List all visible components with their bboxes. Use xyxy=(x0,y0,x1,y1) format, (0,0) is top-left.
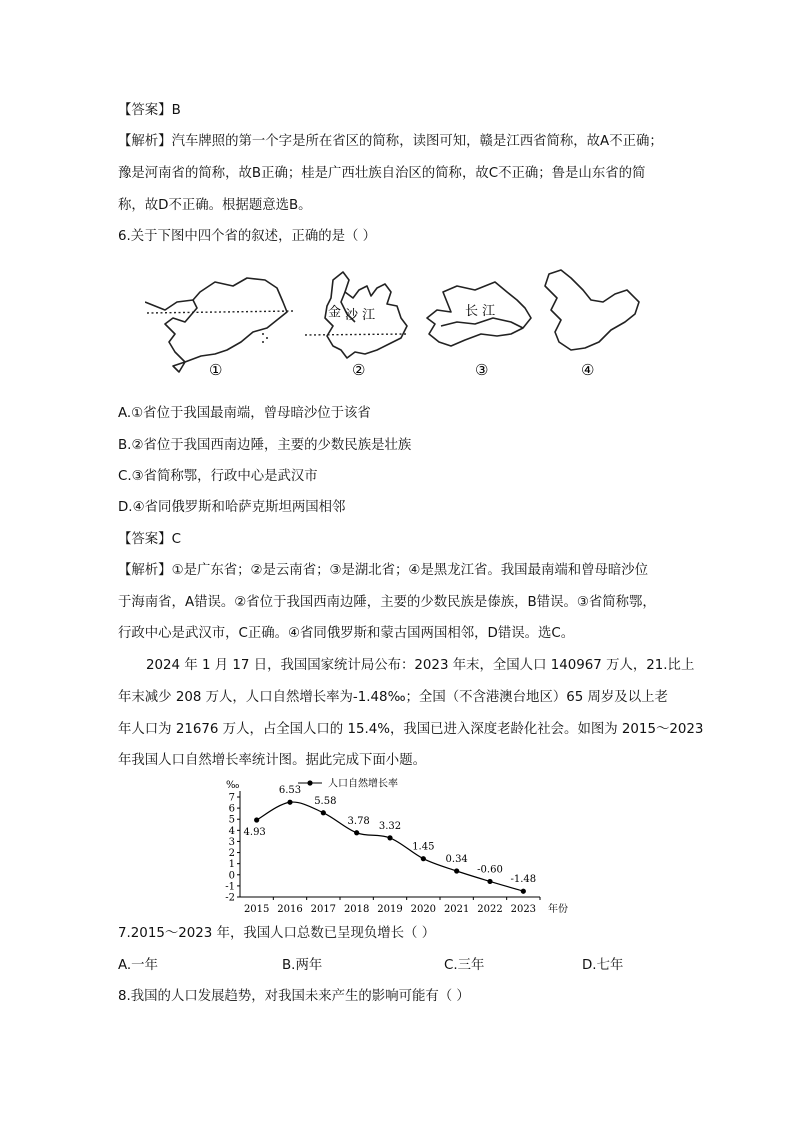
province-maps-figure xyxy=(145,262,645,387)
passage-line-3: 年人口为 21676 万人，占全国人口的 15.4%，我国已进入深度老龄化社会。如图为 2015～2023 xyxy=(118,722,704,737)
passage-line-4: 年我国人口自然增长率统计图。据此完成下面小题。 xyxy=(118,753,426,768)
q6-option-b: B.②省位于我国西南边陲，主要的少数民族是壮族 xyxy=(118,438,412,453)
y-tick-label: 6 xyxy=(228,803,235,815)
x-tick-label: 2021 xyxy=(443,904,470,915)
q6-analysis-line-3: 行政中心是武汉市，C正确。④省同俄罗斯和蒙古国两国相邻，D错误。选C。 xyxy=(118,626,575,641)
map-3-changjiang-label: 长 江 xyxy=(465,304,496,319)
map-2-tropic-line xyxy=(305,334,407,335)
y-axis-unit-label: ‰ xyxy=(226,780,240,791)
q7-option-a: A.一年 xyxy=(118,958,158,973)
series-line xyxy=(257,802,524,891)
y-tick-label: 4 xyxy=(228,825,235,837)
x-tick-label: 2019 xyxy=(377,904,403,915)
passage-line-2: 年末减少 208 万人，人口自然增长率为-1.48‰；全国（不含港澳台地区）65 周岁及以上老 xyxy=(118,690,668,705)
data-point xyxy=(354,830,359,835)
map-1-guangdong-shape xyxy=(145,278,287,372)
analysis-text: ①是广东省；②是云南省；③是湖北省；④是黑龙江省。我国最南端和曾母暗沙位 xyxy=(171,563,649,578)
population-growth-chart xyxy=(218,775,578,915)
map-2-jin-label: 金 xyxy=(328,305,342,320)
y-tick-label: 7 xyxy=(228,792,235,804)
map-1-islands xyxy=(262,333,268,343)
data-point xyxy=(254,817,259,822)
x-axis-label: 年份 xyxy=(548,904,568,915)
data-label: -1.48 xyxy=(510,874,537,886)
map-4-heilongjiang-shape xyxy=(545,270,639,350)
analysis-tag: 【解析】 xyxy=(118,134,172,149)
q6-option-c: C.③省简称鄂，行政中心是武汉市 xyxy=(118,469,318,484)
y-tick-label: 3 xyxy=(228,836,235,848)
data-point xyxy=(421,856,426,861)
legend-marker xyxy=(307,780,312,785)
q5-analysis-line-2: 豫是河南省的简称，故B正确；桂是广西壮族自治区的简称，故C不正确；鲁是山东省的简 xyxy=(118,166,646,181)
data-label: 3.78 xyxy=(347,815,370,827)
y-tick-label: 2 xyxy=(228,848,235,860)
data-point xyxy=(387,835,392,840)
data-point xyxy=(487,879,492,884)
map-2-label: ② xyxy=(352,361,366,379)
data-point xyxy=(287,800,292,805)
q6-option-d: D.④省同俄罗斯和哈萨克斯坦两国相邻 xyxy=(118,500,346,515)
data-label: 3.32 xyxy=(378,820,402,832)
map-4-label: ④ xyxy=(581,361,595,379)
data-label: 1.45 xyxy=(412,841,435,853)
map-1-tropic-line xyxy=(147,311,293,313)
data-label: 0.34 xyxy=(445,854,468,865)
q8-stem: 8.我国的人口发展趋势，对我国未来产生的影响可能有（ ） xyxy=(118,989,470,1004)
data-point xyxy=(321,810,326,815)
x-tick-label: 2023 xyxy=(510,904,537,915)
passage-line-1: 2024 年 1 月 17 日，我国国家统计局公布：2023 年末，全国人口 140967 万人，21.比上 xyxy=(146,658,695,673)
q7-option-b: B.两年 xyxy=(282,958,323,973)
y-tick-label: -2 xyxy=(225,892,235,904)
y-tick-label: -1 xyxy=(225,881,235,893)
y-tick-label: 0 xyxy=(228,870,235,882)
map-3-label: ③ xyxy=(475,361,489,379)
x-tick-label: 2015 xyxy=(243,904,270,915)
q6-analysis-line-2: 于海南省，A错误。②省位于我国西南边陲，主要的少数民族是傣族，B错误。③省简称鄂， xyxy=(118,595,656,610)
q5-answer xyxy=(118,101,181,121)
q6-analysis-line-1 xyxy=(118,561,648,581)
q6-option-a: A.①省位于我国最南端，曾母暗沙位于该省 xyxy=(118,406,371,421)
q5-analysis-line-3: 称，故D不正确。根据题意选B。 xyxy=(118,198,312,213)
q6-answer xyxy=(118,530,181,550)
analysis-text: 汽车牌照的第一个字是所在省区的简称，读图可知，赣是江西省简称，故A不正确； xyxy=(171,134,663,149)
answer-value: B xyxy=(171,103,181,118)
analysis-tag: 【解析】 xyxy=(118,563,172,578)
legend-label: 人口自然增长率 xyxy=(328,778,398,790)
q7-option-c: C.三年 xyxy=(444,958,485,973)
x-tick-label: 2022 xyxy=(477,904,503,915)
x-tick-label: 2018 xyxy=(343,904,370,915)
map-2-shajiang-label: 沙 江 xyxy=(345,308,376,323)
data-label: -0.60 xyxy=(477,864,503,876)
x-tick-label: 2017 xyxy=(310,904,337,915)
data-label: 5.58 xyxy=(314,795,337,807)
answer-tag: 【答案】 xyxy=(118,532,172,547)
y-tick-label: 5 xyxy=(228,814,235,826)
data-label: 4.93 xyxy=(243,827,266,838)
q7-option-d: D.七年 xyxy=(582,958,624,973)
answer-value: C xyxy=(171,532,181,547)
x-tick-label: 2020 xyxy=(410,904,437,915)
x-tick-label: 2016 xyxy=(277,904,303,915)
q5-analysis-line-1 xyxy=(118,132,663,152)
q6-stem: 6.关于下图中四个省的叙述，正确的是（ ） xyxy=(118,229,377,244)
data-label: 6.53 xyxy=(278,785,302,797)
y-tick-label: 1 xyxy=(228,859,235,871)
q7-stem: 7.2015～2023 年，我国人口总数已呈现负增长（ ） xyxy=(118,926,436,941)
data-point xyxy=(521,889,526,894)
map-1-label: ① xyxy=(209,361,223,379)
answer-tag: 【答案】 xyxy=(118,103,172,118)
data-point xyxy=(454,868,459,873)
